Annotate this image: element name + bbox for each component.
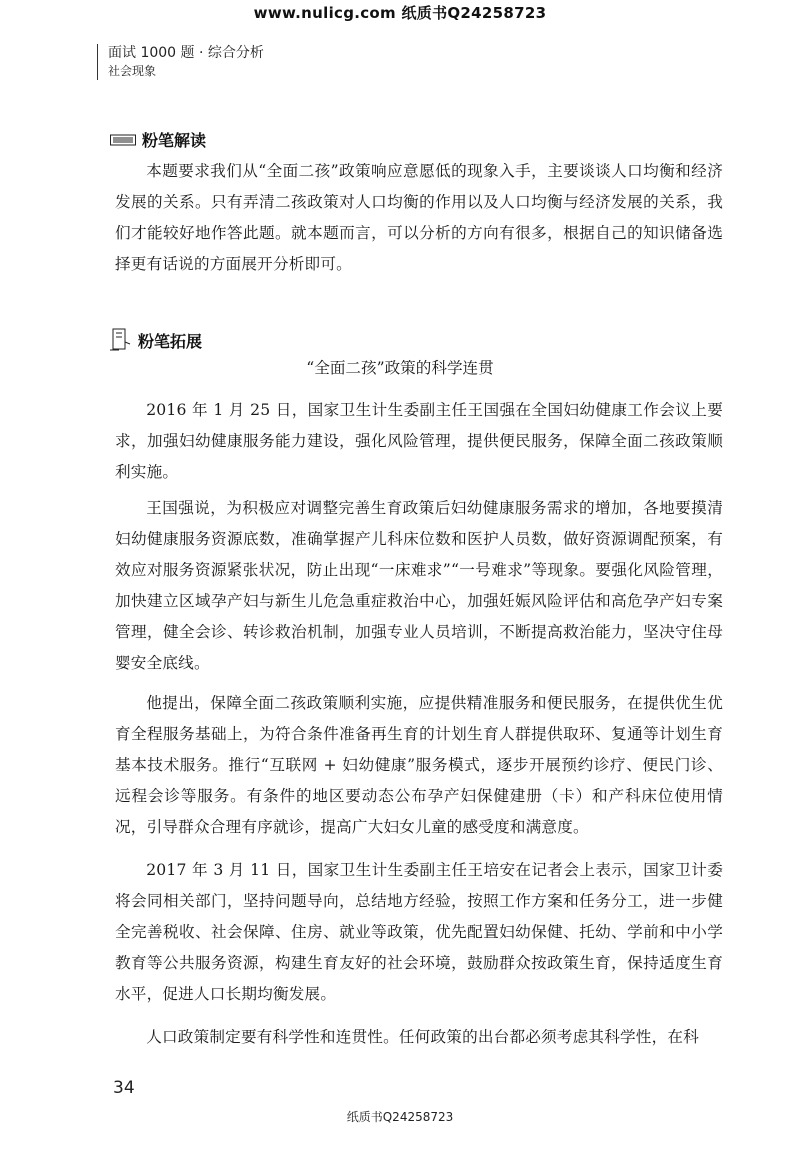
- extension-paragraph-1: 2016 年 1 月 25 日，国家卫生计生委副主任王国强在全国妇幼健康工作会议上要求，加强妇幼健康服务能力建设，强化风险管理，提供便民服务，保障全面二孩政策顺利实施。: [115, 401, 723, 481]
- extension-paragraph-3: 他提出，保障全面二孩政策顺利实施，应提供精准服务和便民服务，在提供优生优育全程服务基础上，为符合条件准备再生育的计划生育人群提供取环、复通等计划生育基本技术服务。推行“互联网 + 妇幼健康”服务模式，逐步开展预约诊疗、便民门诊、远程会诊等服务。有条件的地区要动态公布孕产妇保健建册（卡）和产科床位使用情况，引导群众合理有序就诊，提高广大妇女儿童的感受度和满意度。: [115, 694, 723, 836]
- extension-paragraph-5: 人口政策制定要有科学性和连贯性。任何政策的出台都必须考虑其科学性，在科: [146, 1028, 699, 1046]
- extension-paragraph-4: 2017 年 3 月 11 日，国家卫生计生委副主任王培安在记者会上表示，国家卫计委将会同相关部门，坚持问题导向，总结地方经验，按照工作方案和任务分工，进一步健全完善税收、社会保障、住房、就业等政策，优先配置妇幼保健、托幼、学前和中小学教育等公共服务资源，构建生育友好的社会环境，鼓励群众按政策生育，保持适度生育水平，促进人口长期均衡发展。: [115, 861, 723, 1003]
- reading-paragraph: 本题要求我们从“全面二孩”政策响应意愿低的现象入手，主要谈谈人口均衡和经济发展的关系。只有弄清二孩政策对人口均衡的作用以及人口均衡与经济发展的关系，我们才能较好地作答此题。就本题而言，可以分析的方向有很多，根据自己的知识储备选择更有话说的方面展开分析即可。: [115, 162, 723, 273]
- book-title: 面试 1000 题 · 综合分析: [108, 45, 264, 61]
- reading-box-icon: [110, 133, 136, 147]
- top-watermark: www.nulicg.com 纸质书Q24258723: [253, 4, 547, 22]
- section-title-extension: 粉笔拓展: [138, 331, 203, 351]
- chapter-title: 社会现象: [108, 64, 157, 78]
- section-heading-extension: [110, 328, 202, 352]
- section-heading-reading: [110, 128, 206, 151]
- running-head: [97, 44, 264, 80]
- page-number: 34: [113, 1078, 135, 1098]
- section-title-reading: 粉笔解读: [142, 131, 207, 150]
- extension-paragraph-2: 王国强说，为积极应对调整完善生育政策后妇幼健康服务需求的增加，各地要摸清妇幼健康服务资源底数，准确掌握产儿科床位数和医护人员数，做好资源调配预案，有效应对服务资源紧张状况，防止出现“一床难求”“一号难求”等现象。要强化风险管理，加快建立区域孕产妇与新生儿危急重症救治中心，加强妊娠风险评估和高危孕产妇专案管理，健全会诊、转诊救治机制，加强专业人员培训，不断提高救治能力，坚决守住母婴安全底线。: [115, 499, 723, 672]
- bottom-watermark: 纸质书Q24258723: [346, 1110, 454, 1124]
- article-title: “全面二孩”政策的科学连贯: [306, 359, 494, 377]
- bookmark-icon: [110, 328, 132, 352]
